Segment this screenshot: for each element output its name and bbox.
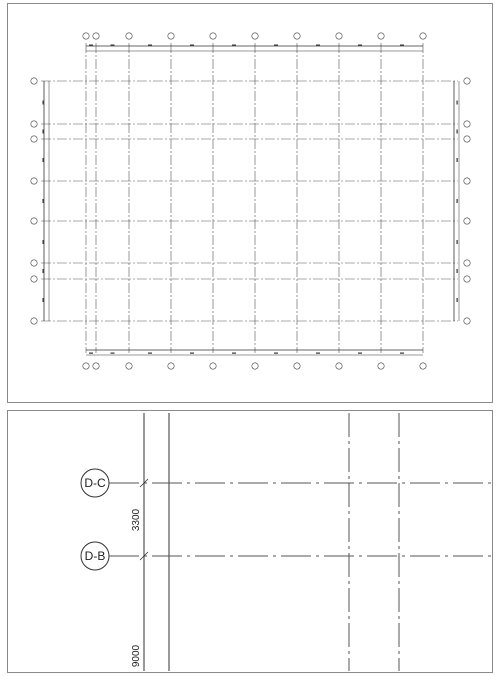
dimension-text-mark — [190, 45, 194, 46]
dimension-text-mark — [148, 45, 152, 46]
grid-bubble-left — [31, 276, 37, 282]
dimension-text-mark — [89, 353, 93, 354]
grid-bubble-left — [31, 78, 37, 84]
dimension-text-mark — [43, 130, 44, 134]
dimension-text-mark — [43, 101, 44, 105]
grid-bubble-bottom — [420, 363, 426, 369]
dimension-3300: 3300 — [131, 508, 142, 532]
grid-bubble-top — [168, 33, 174, 39]
dimension-text-mark — [400, 45, 404, 46]
grid-bubble-bottom — [83, 363, 89, 369]
grid-bubble-bottom — [93, 363, 99, 369]
grid-bubble-top — [252, 33, 258, 39]
dimension-text-mark — [89, 45, 93, 46]
grid-bubble-left — [31, 121, 37, 127]
grid-bubble-right — [464, 218, 470, 224]
grid-bubble-right — [464, 78, 470, 84]
dimension-text-mark — [190, 353, 194, 354]
grid-bubble-bottom — [252, 363, 258, 369]
grid-bubble-top — [420, 33, 426, 39]
grid-bubble-left — [31, 178, 37, 184]
dimension-text-mark — [457, 298, 458, 302]
dimension-text-mark — [43, 298, 44, 302]
dimension-text-mark — [43, 199, 44, 203]
grid-bubble-top — [83, 33, 89, 39]
dimension-text-mark — [457, 199, 458, 203]
grid-bubble-bottom — [168, 363, 174, 369]
grid-detail-drawing — [8, 411, 492, 672]
dimension-text-mark — [148, 353, 152, 354]
grid-bubble-top — [93, 33, 99, 39]
dimension-9000: 9000 — [131, 644, 142, 668]
grid-bubble-top — [336, 33, 342, 39]
grid-bubble-left — [31, 260, 37, 266]
grid-bubble-top — [294, 33, 300, 39]
grid-bubble-bottom — [126, 363, 132, 369]
grid-plan-overview-panel — [7, 3, 493, 403]
dimension-text-mark — [232, 353, 236, 354]
dimension-text-mark — [457, 130, 458, 134]
grid-label-d-b: D-B — [84, 549, 106, 563]
dimension-text-mark — [457, 269, 458, 273]
grid-bubble-right — [464, 276, 470, 282]
dimension-text-mark — [457, 158, 458, 162]
dimension-text-mark — [111, 45, 115, 46]
grid-bubble-right — [464, 136, 470, 142]
dimension-text-mark — [457, 101, 458, 105]
grid-bubble-right — [464, 260, 470, 266]
dimension-text-mark — [457, 240, 458, 244]
grid-detail-panel — [7, 410, 493, 673]
dimension-text-mark — [316, 353, 320, 354]
grid-bubble-right — [464, 318, 470, 324]
dimension-text-mark — [400, 353, 404, 354]
grid-bubble-bottom — [336, 363, 342, 369]
dimension-text-mark — [111, 353, 115, 354]
dimension-text-mark — [43, 158, 44, 162]
grid-bubble-right — [464, 121, 470, 127]
grid-bubble-top — [378, 33, 384, 39]
grid-plan-overview-drawing — [8, 4, 492, 402]
grid-bubble-left — [31, 136, 37, 142]
grid-bubble-top — [126, 33, 132, 39]
dimension-text-mark — [43, 269, 44, 273]
grid-bubble-bottom — [378, 363, 384, 369]
grid-bubble-top — [210, 33, 216, 39]
dimension-text-mark — [232, 45, 236, 46]
dimension-text-mark — [316, 45, 320, 46]
grid-bubble-right — [464, 178, 470, 184]
grid-bubble-left — [31, 218, 37, 224]
grid-bubble-bottom — [210, 363, 216, 369]
dimension-text-mark — [358, 353, 362, 354]
dimension-text-mark — [274, 45, 278, 46]
dimension-text-mark — [274, 353, 278, 354]
grid-bubble-bottom — [294, 363, 300, 369]
grid-bubble-left — [31, 318, 37, 324]
dimension-text-mark — [43, 240, 44, 244]
grid-label-d-c: D-C — [84, 476, 106, 490]
dimension-text-mark — [358, 45, 362, 46]
